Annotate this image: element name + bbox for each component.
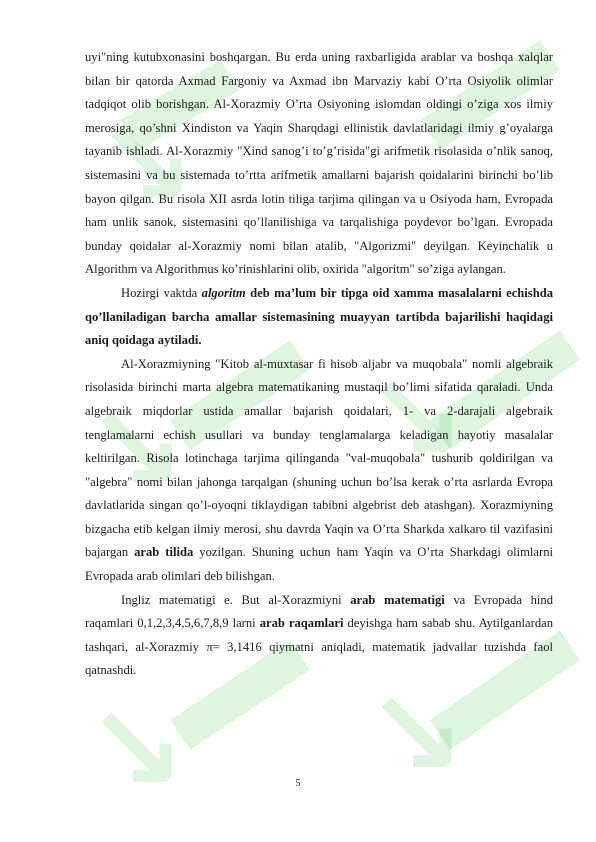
paragraph-4-part2: va Evropada hind raqamlari 0,1,2,3,4,5,6,7,8,9 larni	[85, 592, 554, 631]
watermark-arrow-icon: ↘	[95, 95, 196, 234]
paragraph-3-bold: arab tilida	[134, 545, 194, 560]
term-algoritm: algoritm	[201, 285, 246, 300]
paragraph-3-text: Al-Xorazmiyning "Kitob al-muxtasar fi hisob aljabr va muqobala" nomli algebraik risolasida birinchi marta algebra matematikaning mustaqil bo’limi sifatida qaraladi. Unda algebraik miqdorlar ustida amallar bajarish qoidalari, 1- va 2-darajali algebraik tenglamalarni echish usullari va bunday tenglamalarga keladigan hayotiy masalalar keltirilgan. Risola lotinchaga tarjima qilinganda "val-muqobala" tushurib qoldirilgan va "algebra" nomi bilan jahonga tarqalgan (shuning uchun bo’lsa kerak o’rta asrlarda Evropa davlatlarida singan qo’l-oyoqni tiklaydigan tabibni algebrist deb atashgan). Xorazmiyning bizgacha etib kelgan ilmiy merosi, shu davrda Yaqin va O’rta Sharkda xalkaro til vazifasini bajargan	[85, 356, 553, 560]
paragraph-4	[85, 589, 553, 683]
page-body	[85, 46, 553, 683]
paragraph-2	[85, 282, 553, 353]
paragraph-2-start: Hozirgi vaktda	[121, 285, 202, 300]
paragraph-1: uyi"ning kutubxonasini boshqargan. Bu erda uning raxbarligida arablar va boshqa xalqlar bilan bir qatorda Axmad Fargoniy va Axmad ibn Marvaziy kabi O’rta Osiyolik olimlar tadqiqot olib borishgan. Al-Xorazmiy O’rta Osiyoning islomdan oldingi o’ziga xos ilmiy merosiga, qo’shni Xindiston va Yaqin Sharqdagi ellinistik davlatlaridagi ilmiy g’oyalarga tayanib ishladi. Al-Xorazmiy "Xind sanog’i to’g’risida"gi arifmetik risolasida o’nlik sanoq, sistemasini va bu sistemada to’rtta arifmetik amallarni bajarish qoidalarini birinchi bo’lib bayon qilgan. Bu risola XII asrda lotin tiliga tarjima qilingan va u Osiyoda ham, Evropada ham unlik sanok, sistemasini qo’llanilishiga va tarqalishiga poydevor bo’lgan. Evropada bunday qoidalar al-Xorazmiy nomi bilan atalib, "Algorizmi" deyilgan. Keyinchalik u Algorithm va Algorithmus ko’rinishlarini olib, oxirida "algoritm" so’ziga aylangan.	[85, 50, 553, 277]
page-number: 5	[295, 778, 301, 789]
paragraph-4-bold2: arab raqamlari	[259, 616, 344, 631]
watermark-arrow-icon: ↘	[85, 680, 186, 819]
watermark-arrow-icon: ↘	[365, 350, 466, 489]
watermark-arrow-icon: ↘	[365, 665, 466, 804]
paragraph-4-part3: deyishga ham sabab shu. Aytilganlardan tashqari, al-Xorazmiy π= 3,1416 qiymatni aniqladi, matematik jadvallar tuzishda faol qatnashdi.	[85, 616, 554, 678]
watermark-arrow-icon: ↘	[85, 380, 186, 519]
paragraph-3-end: yozilgan. Shuning uchun ham Yaqin va O’rta Sharkdagi olimlarni Evropada arab olimlari deb bilishgan.	[85, 545, 553, 584]
paragraph-4-part1: Ingliz matematigi e. But al-Xorazmiyni	[121, 592, 351, 607]
paragraph-4-bold1: arab matematigi	[350, 592, 445, 607]
paragraph-3	[85, 353, 553, 589]
paragraph-2-definition: deb ma’lum bir tipga oid xamma masalalarni echishda qo’llaniladigan barcha amallar sistemasining muayyan tartibda bajarilishi haqidagi aniq qoidaga aytiladi.	[85, 285, 553, 348]
